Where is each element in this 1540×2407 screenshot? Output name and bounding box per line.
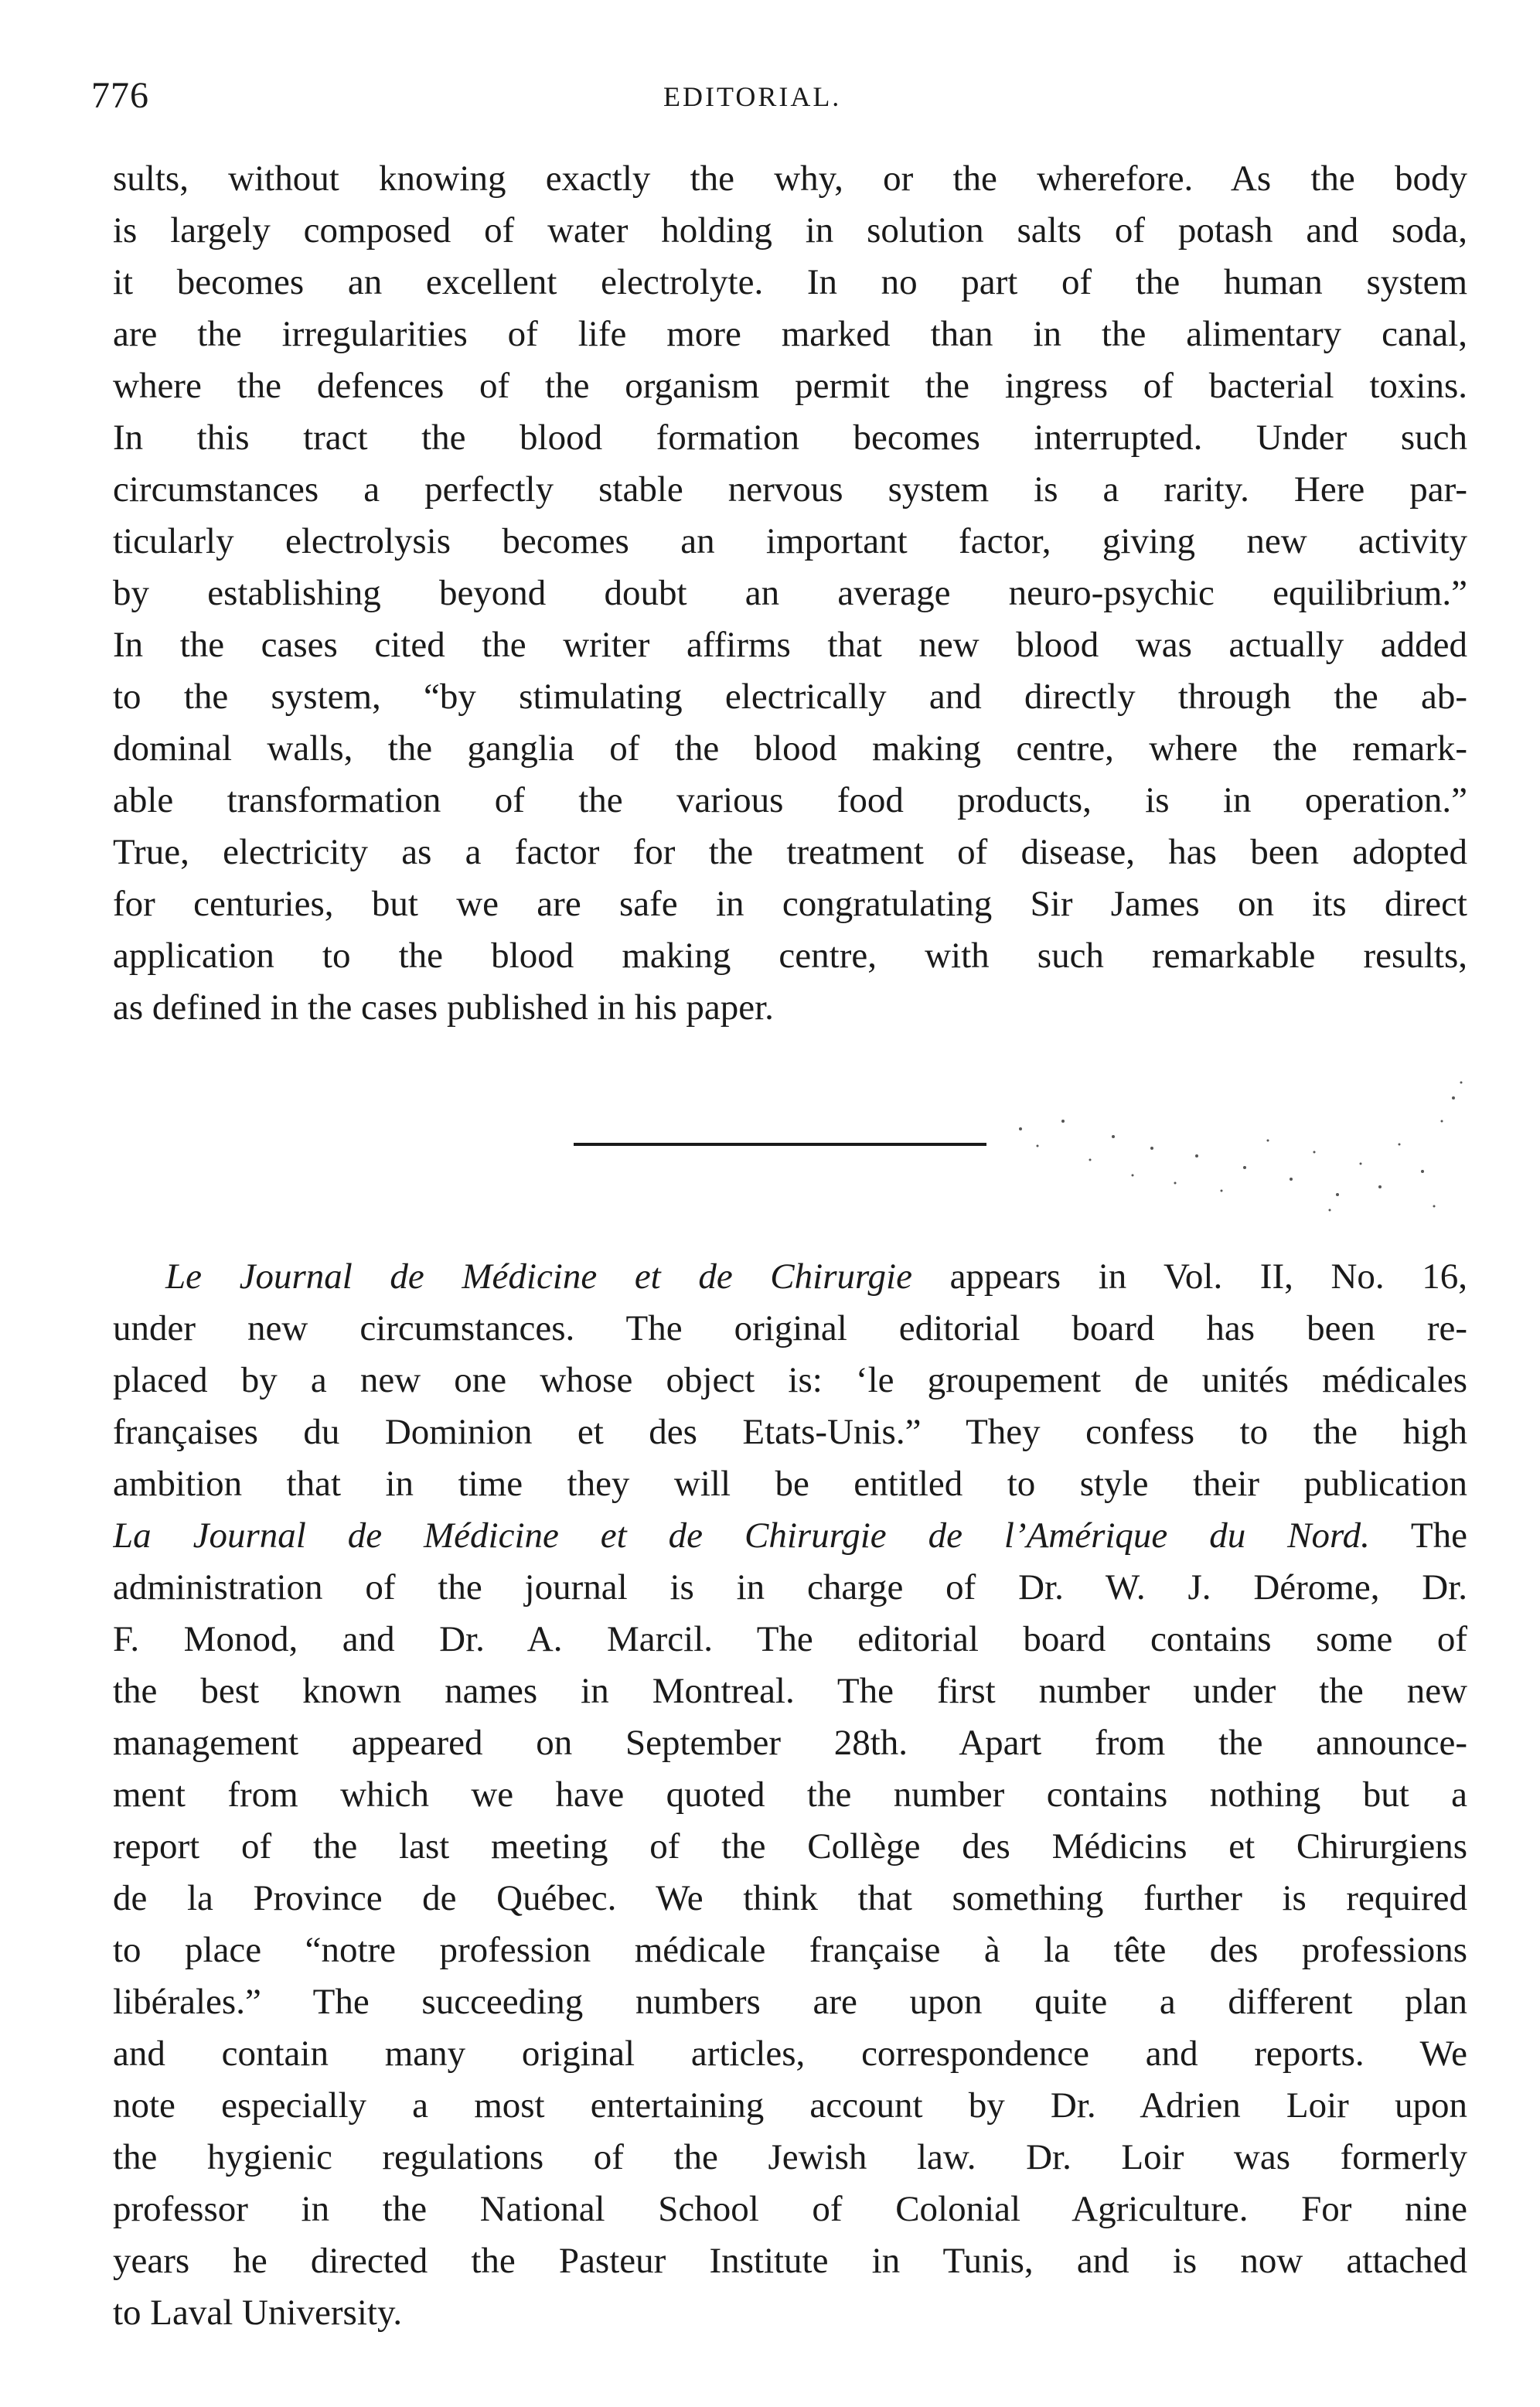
text-line: to the system, “by stimulating electrically and directly through the ab- xyxy=(113,677,1467,717)
journal-title-italic: Le Journal de Médicine et de Chirurgie xyxy=(165,1256,912,1297)
text-line: note especially a most entertaining account by Dr. Adrien Loir upon xyxy=(113,2085,1467,2126)
text-line: report of the last meeting of the Collège des Médicins et Chirurgiens xyxy=(113,1826,1467,1867)
running-title: EDITORIAL. xyxy=(663,81,842,112)
text-line: able transformation of the various food products, is in operation.” xyxy=(113,780,1467,820)
text-line: are the irregularities of life more marked than in the alimentary canal, xyxy=(113,314,1467,354)
paragraph-journal-review xyxy=(113,1251,1467,2339)
text-line xyxy=(113,1510,1467,1562)
text-line: In this tract the blood formation becomes interrupted. Under such xyxy=(113,418,1467,458)
text-line: administration of the journal is in charge of Dr. W. J. Dérome, Dr. xyxy=(113,1567,1467,1608)
text-line: to Laval University. xyxy=(113,2293,403,2333)
text-line: the hygienic regulations of the Jewish law. Dr. Loir was formerly xyxy=(113,2137,1467,2177)
text-line: where the defences of the organism permit the ingress of bacterial toxins. xyxy=(113,366,1467,406)
section-divider-rule xyxy=(574,1143,986,1146)
text-line: to place “notre profession médicale française à la tête des professions xyxy=(113,1930,1467,1970)
text-fragment: The xyxy=(1369,1515,1467,1556)
text-line: is largely composed of water holding in solution salts of potash and soda, xyxy=(113,210,1467,251)
text-line: True, electricity as a factor for the treatment of disease, has been adopted xyxy=(113,832,1467,872)
running-head xyxy=(91,74,1467,128)
text-line xyxy=(113,1251,1467,1303)
text-line: it becomes an excellent electrolyte. In no part of the human system xyxy=(113,262,1467,302)
text-fragment: appears in Vol. II, No. 16, xyxy=(911,1256,1467,1297)
journal-title-italic: La Journal de Médicine et de Chirurgie de l’Amérique du Nord. xyxy=(113,1515,1370,1556)
text-line: application to the blood making centre, with such remarkable results, xyxy=(113,936,1467,976)
text-line: management appeared on September 28th. Apart from the announce- xyxy=(113,1723,1467,1763)
text-line: and contain many original articles, correspondence and reports. We xyxy=(113,2034,1467,2074)
text-line: de la Province de Québec. We think that something further is required xyxy=(113,1878,1467,1918)
text-line: as defined in the cases published in his paper. xyxy=(113,987,774,1028)
text-line: for centuries, but we are safe in congratulating Sir James on its direct xyxy=(113,884,1467,924)
text-line: F. Monod, and Dr. A. Marcil. The editorial board contains some of xyxy=(113,1619,1467,1659)
text-line: circumstances a perfectly stable nervous system is a rarity. Here par- xyxy=(113,469,1467,510)
text-line: the best known names in Montreal. The first number under the new xyxy=(113,1671,1467,1711)
text-line: dominal walls, the ganglia of the blood making centre, where the remark- xyxy=(113,728,1467,769)
text-line: ambition that in time they will be entitled to style their publication xyxy=(113,1464,1467,1504)
text-line: professor in the National School of Colonial Agriculture. For nine xyxy=(113,2189,1467,2229)
text-line: years he directed the Pasteur Institute in Tunis, and is now attached xyxy=(113,2241,1467,2281)
text-line: placed by a new one whose object is: ‘le groupement de unités médicales xyxy=(113,1360,1467,1400)
text-line: ment from which we have quoted the number contains nothing but a xyxy=(113,1775,1467,1815)
text-line: In the cases cited the writer affirms that new blood was actually added xyxy=(113,625,1467,665)
text-line: françaises du Dominion et des Etats-Unis.” They confess to the high xyxy=(113,1412,1467,1452)
text-line: by establishing beyond doubt an average neuro-psychic equilibrium.” xyxy=(113,573,1467,613)
text-line: sults, without knowing exactly the why, or the wherefore. As the body xyxy=(113,159,1467,199)
paragraph-continued xyxy=(113,153,1467,1034)
text-line: under new circumstances. The original editorial board has been re- xyxy=(113,1308,1467,1348)
text-line: ticularly electrolysis becomes an important factor, giving new activity xyxy=(113,521,1467,561)
page-number: 776 xyxy=(91,75,149,116)
text-line: libérales.” The succeeding numbers are upon quite a different plan xyxy=(113,1982,1467,2022)
scan-noise-specks xyxy=(990,1075,1469,1229)
